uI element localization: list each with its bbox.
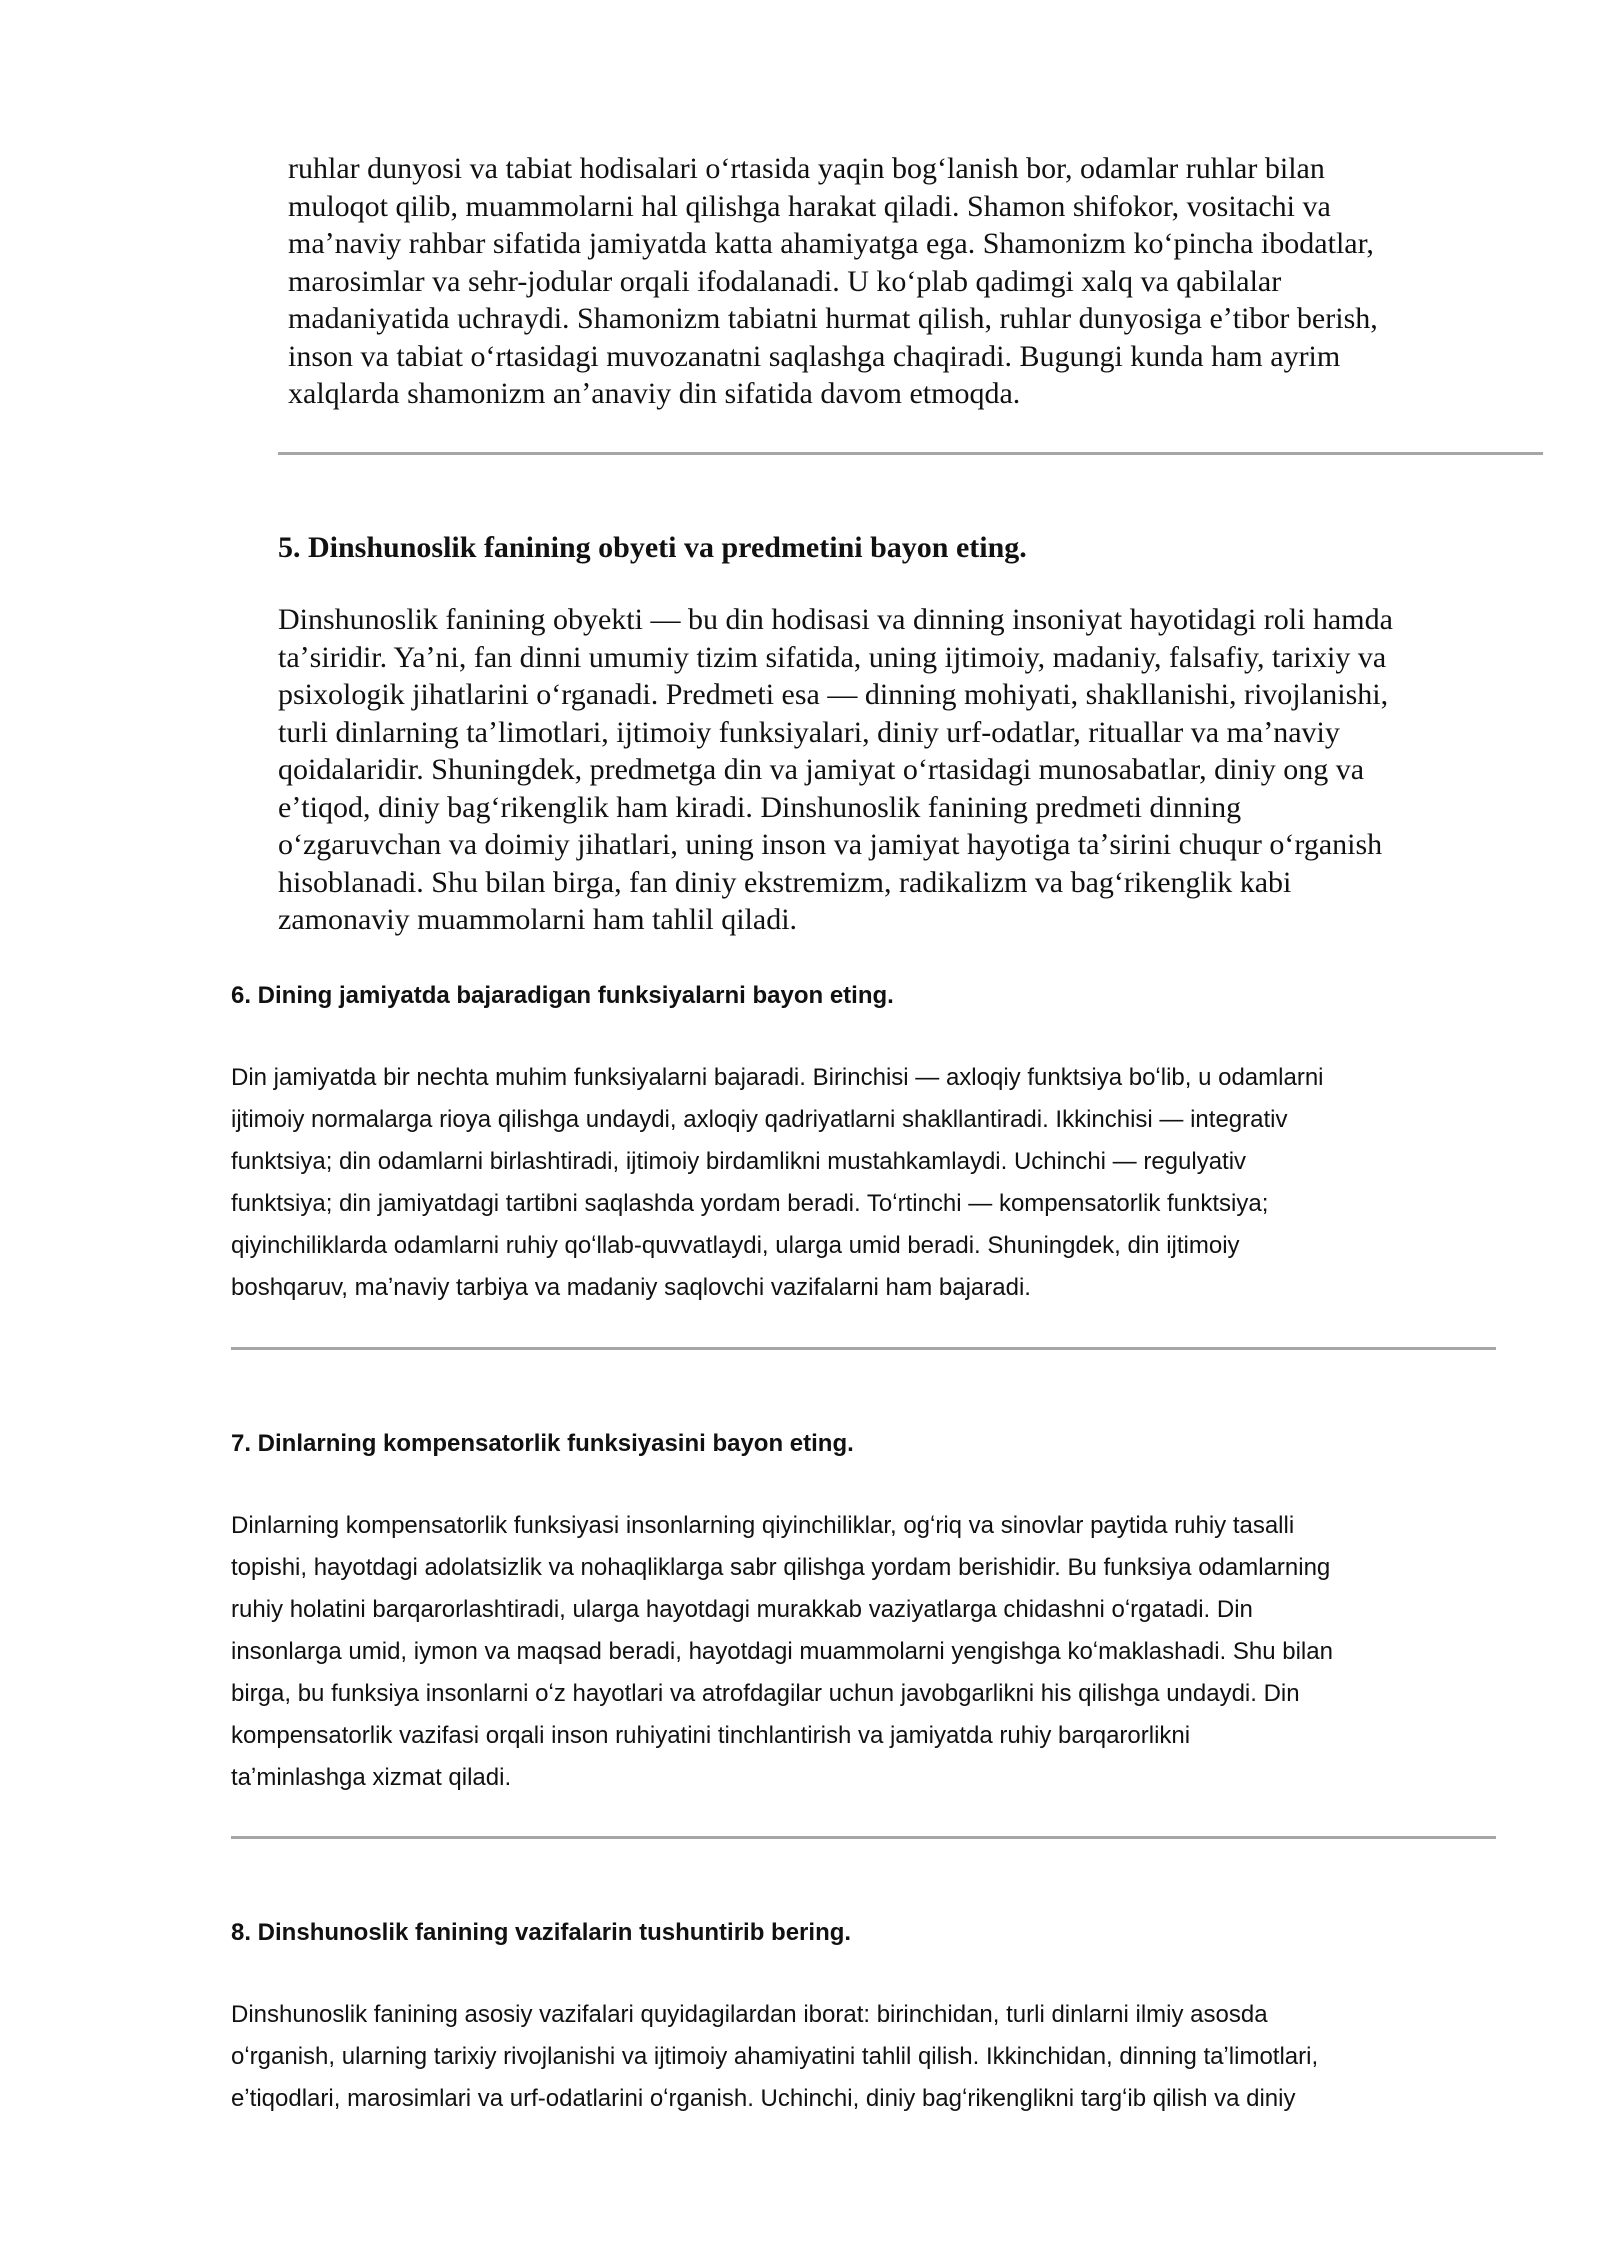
text-line: kompensatorlik vazifasi orqali inson ruhiyatini tinchlantirish va jamiyatda ruhiy barqarorlikni [231,1722,1191,1749]
text-line: insonlarga umid, iymon va maqsad beradi, hayotdagi muammolarni yengishga koʻmaklashadi. Shu bilan [231,1638,1333,1665]
question-7-answer [231,1505,1501,1799]
text-line: taʼsiridir. Yaʼni, fan dinni umumiy tizim sifatida, uning ijtimoiy, madaniy, falsafiy, tarixiy va [278,640,1387,674]
text-line: psixologik jihatlarini oʻrganadi. Predmeti esa — dinning mohiyati, shakllanishi, rivojlanishi, [278,678,1389,711]
text-line: birga, bu funksiya insonlarni oʻz hayotlari va atrofdagilar uchun javobgarlikni his qilishga undaydi. Din [231,1680,1300,1707]
text-line: muloqot qilib, muammolarni hal qilishga harakat qiladi. Shamon shifokor, vositachi va [288,189,1331,223]
text-line: ruhlar dunyosi va tabiat hodisalari oʻrtasida yaqin bogʻlanish bor, odamlar ruhlar bilan [288,152,1325,185]
text-line: boshqaruv, maʼnaviy tarbiya va madaniy saqlovchi vazifalarni ham bajaradi. [231,1274,1031,1301]
text-line: Dinlarning kompensatorlik funksiyasi insonlarning qiyinchiliklar, ogʻriq va sinovlar paytida ruhiy tasalli [231,1512,1295,1539]
text-line: funktsiya; din odamlarni birlashtiradi, ijtimoiy birdamlikni mustahkamlaydi. Uchinchi — regulyativ [231,1148,1247,1175]
text-line: hisoblanadi. Shu bilan birga, fan diniy ekstremizm, radikalizm va bagʻrikenglik kabi [278,865,1292,899]
text-line: eʼtiqodlari, marosimlari va urf-odatlarini oʻrganish. Uchinchi, diniy bagʻrikenglikni targʻib qilish va diniy [231,2085,1296,2112]
continued-paragraph [288,150,1438,413]
text-line: oʻzgaruvchan va doimiy jihatlari, uning inson va jamiyat hayotiga taʼsirini chuqur oʻrganish [278,828,1383,861]
question-6-answer [231,1057,1501,1309]
question-7-heading: 7. Dinlarning kompensatorlik funksiyasini bayon eting. [231,1430,854,1457]
text-line: Din jamiyatda bir nechta muhim funksiyalarni bajaradi. Birinchisi — axloqiy funktsiya boʻlib, u odamlarni [231,1064,1324,1091]
text-line: topishi, hayotdagi adolatsizlik va nohaqliklarga sabr qilishga yordam berishidir. Bu funksiya odamlarning [231,1554,1331,1581]
section-divider [231,1347,1496,1350]
text-line: madaniyatida uchraydi. Shamonizm tabiatni hurmat qilish, ruhlar dunyosiga eʼtibor berish, [288,302,1378,335]
text-line: turli dinlarning taʼlimotlari, ijtimoiy funksiyalari, diniy urf-odatlar, rituallar va maʼnaviy [278,715,1340,749]
section-divider [231,1836,1496,1839]
text-line: marosimlar va sehr-jodular orqali ifodalanadi. U koʻplab qadimgi xalq va qabilalar [288,264,1282,298]
text-line: Dinshunoslik fanining obyekti — bu din hodisasi va dinning insoniyat hayotidagi roli hamda [278,603,1393,636]
text-line: xalqlarda shamonizm anʼanaviy din sifatida davom etmoqda. [288,377,1021,410]
text-line: funktsiya; din jamiyatdagi tartibni saqlashda yordam beradi. Toʻrtinchi — kompensatorlik funktsiya; [231,1190,1269,1217]
text-line: taʼminlashga xizmat qiladi. [231,1764,512,1791]
text-line: maʼnaviy rahbar sifatida jamiyatda katta ahamiyatga ega. Shamonizm koʻpincha ibodatlar, [288,227,1374,260]
section-divider [278,452,1543,455]
question-6-heading: 6. Dining jamiyatda bajaradigan funksiyalarni bayon eting. [231,982,894,1009]
question-8-heading: 8. Dinshunoslik fanining vazifalarin tushuntirib bering. [231,1919,852,1946]
text-line: ruhiy holatini barqarorlashtiradi, ularga hayotdagi murakkab vaziyatlarga chidashni oʻrgatadi. Din [231,1596,1253,1623]
question-5-answer [278,601,1518,939]
question-5-heading: 5. Dinshunoslik fanining obyeti va predmetini bayon eting. [278,531,1027,564]
text-line: Dinshunoslik fanining asosiy vazifalari quyidagilardan iborat: birinchidan, turli dinlarni ilmiy asosda [231,2001,1268,2028]
text-line: ijtimoiy normalarga rioya qilishga undaydi, axloqiy qadriyatlarni shakllantiradi. Ikkinchisi — integrativ [231,1106,1288,1133]
text-line: inson va tabiat oʻrtasidagi muvozanatni saqlashga chaqiradi. Bugungi kunda ham ayrim [288,339,1341,373]
question-8-answer [231,1994,1501,2120]
text-line: qiyinchiliklarda odamlarni ruhiy qoʻllab-quvvatlaydi, ularga umid beradi. Shuningdek, din ijtimoiy [231,1232,1240,1259]
text-line: qoidalaridir. Shuningdek, predmetga din va jamiyat oʻrtasidagi munosabatlar, diniy ong va [278,753,1365,786]
text-line: oʻrganish, ularning tarixiy rivojlanishi va ijtimoiy ahamiyatini tahlil qilish. Ikkinchidan, dinning taʼlimotlari, [231,2043,1319,2070]
text-line: eʼtiqod, diniy bagʻrikenglik ham kiradi. Dinshunoslik fanining predmeti dinning [278,790,1242,824]
text-line: zamonaviy muammolarni ham tahlil qiladi. [278,903,798,936]
